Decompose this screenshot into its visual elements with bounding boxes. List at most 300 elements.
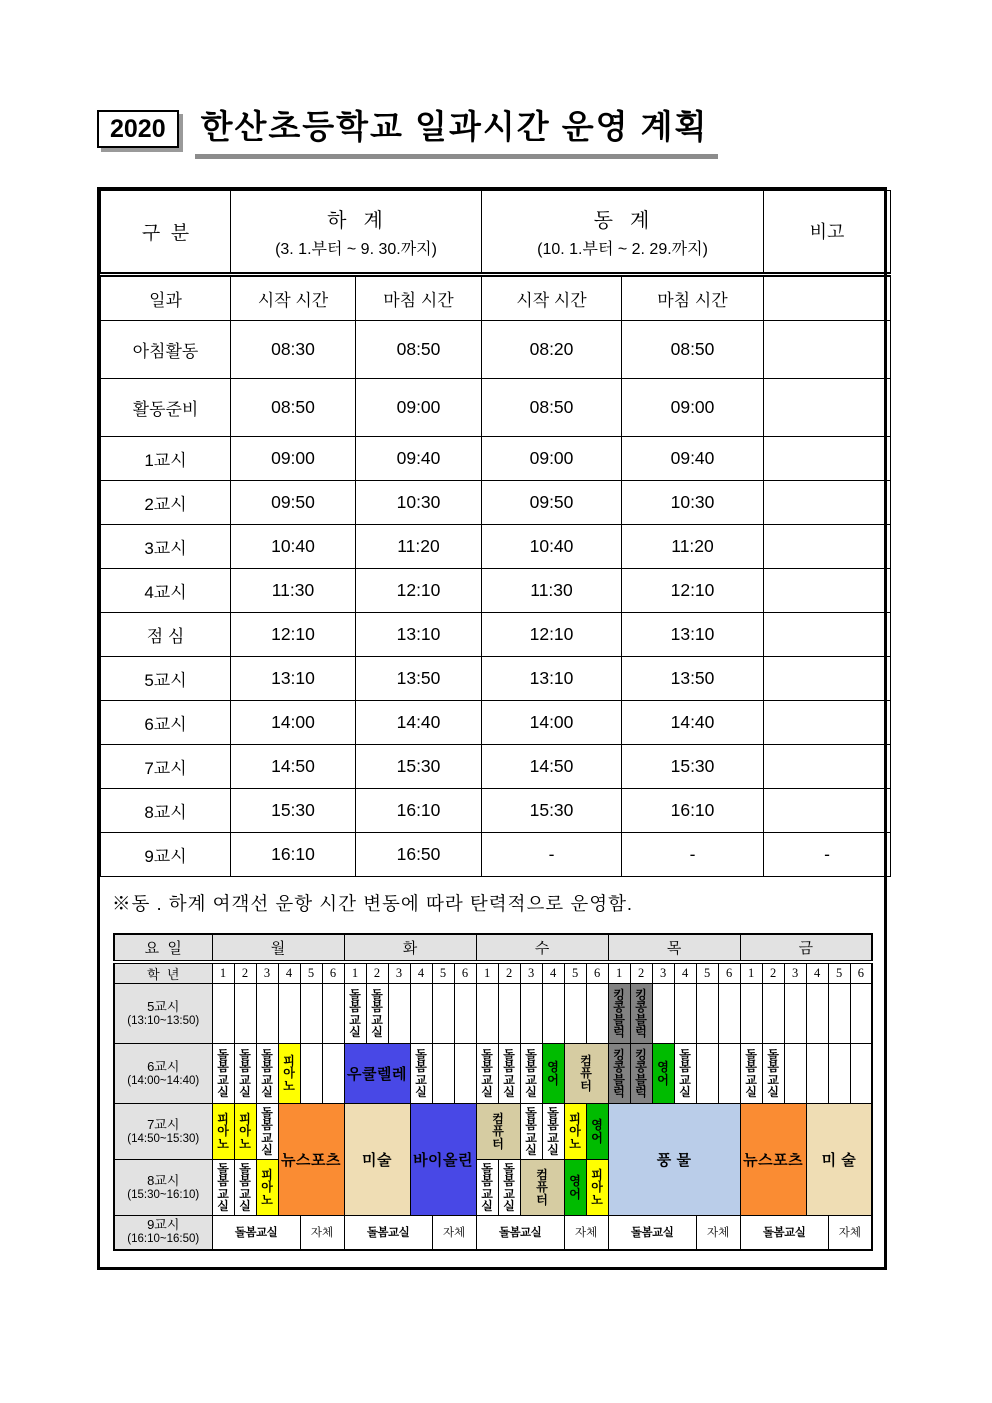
col-header-category [101,190,231,274]
winter-end-time: 16:10 [622,788,764,832]
activity-label: 컴퓨터 [580,1053,592,1093]
activity-label: 돌봄교실 [371,987,383,1040]
winter-start-time: - [482,832,622,876]
activity-cell [476,1104,520,1160]
activity-label: 돌봄교실 [415,1047,427,1100]
empty-cell [300,1044,322,1104]
activity-cell [520,1044,542,1104]
note-cell [764,568,891,612]
winter-start-time: 09:00 [482,436,622,480]
activity-cell [256,1104,278,1160]
grade-col-2: 2 [234,962,256,984]
activity-label: 영어 [569,1174,581,1201]
activity-label: 돌봄교실 [239,1161,251,1214]
winter-start-time: 11:30 [482,568,622,612]
summer-start-time: 08:30 [231,320,356,378]
activity-label: 자체 [574,1227,598,1240]
summer-end-time: 10:30 [356,480,482,524]
period-label: 9교시 [101,832,231,876]
empty-cell [476,984,498,1044]
empty-cell [718,984,740,1044]
empty-cell [674,984,696,1044]
summer-title: 하 계 [327,209,385,232]
empty-cell [322,984,344,1044]
time-plan-row [101,524,891,568]
activity-label: 우쿨렐레 [347,1066,408,1084]
note-cell [764,480,891,524]
activity-label: 킹콩블럭 [613,987,625,1040]
period-label [114,1160,212,1216]
summer-end-time: 11:20 [356,524,482,568]
period-label: 1교시 [101,436,231,480]
summer-start-time: 14:50 [231,744,356,788]
period-row-9교시 [114,1216,872,1250]
subheader-winter-start: 시작 시간 [482,274,622,320]
time-plan-row [101,320,891,378]
time-plan-row [101,612,891,656]
grade-col-6: 6 [718,962,740,984]
activity-cell [212,1160,234,1216]
grade-col-4: 4 [674,962,696,984]
activity-label: 피아노 [569,1111,581,1151]
grade-col-1: 1 [344,962,366,984]
activity-label: 돌봄교실 [679,1047,691,1100]
activity-label: 미 술 [821,1152,857,1170]
time-plan-table [100,190,891,877]
note-cell [764,744,891,788]
activity-label: 자체 [707,1227,730,1240]
activity-cell [608,984,630,1044]
summer-end-time: 08:50 [356,320,482,378]
summer-start-time: 16:10 [231,832,356,876]
time-plan-row [101,744,891,788]
winter-end-time: 11:20 [622,524,764,568]
activity-cell [586,1160,608,1216]
activity-cell [564,1216,608,1250]
subheader-winter-end: 마침 시간 [622,274,764,320]
activity-cell [542,1104,564,1160]
empty-cell [828,984,850,1044]
day-header-화: 화 [344,934,476,962]
activity-cell [586,1104,608,1160]
empty-cell [432,1044,454,1104]
note-cell [764,320,891,378]
empty-cell [652,984,674,1044]
activity-label: 피아노 [283,1053,295,1093]
empty-cell [740,984,762,1044]
winter-start-time: 08:20 [482,320,622,378]
grade-col-1: 1 [212,962,234,984]
activity-label: 영어 [657,1060,669,1087]
empty-cell [762,984,784,1044]
empty-cell [586,984,608,1044]
period-label: 7교시 [101,744,231,788]
period-row-6교시 [114,1044,872,1104]
grade-header-label: 학 년 [114,962,212,984]
grade-col-4: 4 [278,962,300,984]
winter-end-time: 08:50 [622,320,764,378]
activity-label: 돌봄교실 [498,1227,542,1240]
period-label [114,1104,212,1160]
day-header-label: 요 일 [114,934,212,962]
winter-range: (10. 1.부터 ~ 2. 29.까지) [537,240,708,258]
activity-cell [344,1044,410,1104]
time-plan-row [101,788,891,832]
period-time: (15:30~16:10) [127,1188,200,1201]
winter-end-time: 10:30 [622,480,764,524]
grade-col-3: 3 [256,962,278,984]
activity-cell [630,1044,652,1104]
grade-col-5: 5 [828,962,850,984]
empty-cell [564,984,586,1044]
grade-col-1: 1 [740,962,762,984]
note-cell [764,524,891,568]
activity-cell [212,1216,300,1250]
grade-col-6: 6 [322,962,344,984]
activity-cell [256,1044,278,1104]
period-row-7교시 [114,1104,872,1160]
activity-cell [520,1160,564,1216]
period-name: 8교시 [147,1172,180,1188]
time-plan-row [101,656,891,700]
winter-end-time: 14:40 [622,700,764,744]
empty-cell [498,984,520,1044]
title-underline [195,110,719,159]
period-name: 6교시 [147,1058,180,1074]
time-plan-row [101,832,891,876]
activity-label: 돌봄교실 [525,1105,537,1158]
activity-label: 돌봄교실 [503,1047,515,1100]
empty-cell [278,984,300,1044]
activity-cell [344,1216,432,1250]
summer-start-time: 15:30 [231,788,356,832]
winter-end-time: 13:50 [622,656,764,700]
grade-col-3: 3 [520,962,542,984]
winter-start-time: 14:50 [482,744,622,788]
col-header-winter [482,190,764,274]
empty-cell [806,984,828,1044]
empty-cell [256,984,278,1044]
grade-col-3: 3 [652,962,674,984]
summer-end-time: 15:30 [356,744,482,788]
empty-cell [520,984,542,1044]
winter-end-time: 13:10 [622,612,764,656]
activity-label: 돌봄교실 [234,1227,278,1240]
subheader-summer-start: 시작 시간 [231,274,356,320]
activity-cell [278,1104,344,1216]
activity-cell [476,1044,498,1104]
subheader-row [101,274,891,320]
empty-cell [300,984,322,1044]
summer-start-time: 14:00 [231,700,356,744]
period-label [114,984,212,1044]
footnote: ※동 . 하계 여객선 운항 시간 변동에 따라 탄력적으로 운영함. [112,892,634,914]
activity-cell [476,1160,498,1216]
activity-cell [278,1044,300,1104]
activity-cell [762,1044,784,1104]
activity-cell [806,1104,872,1216]
winter-title: 동 계 [593,209,652,232]
summer-end-time: 16:50 [356,832,482,876]
empty-cell [718,1044,740,1104]
activity-label: 돌봄교실 [547,1105,559,1158]
activity-label: 피아노 [239,1111,251,1151]
col-header-note [764,190,891,274]
winter-start-time: 09:50 [482,480,622,524]
year-badge: 2020 [97,110,179,148]
summer-start-time: 11:30 [231,568,356,612]
winter-end-time: - [622,832,764,876]
period-time: (16:10~16:50) [127,1233,200,1246]
winter-end-time: 09:40 [622,436,764,480]
activity-cell [608,1216,696,1250]
activity-label: 풍 물 [656,1152,692,1170]
activity-cell [476,1216,564,1250]
empty-cell [410,984,432,1044]
activity-cell [344,1104,410,1216]
period-label: 6교시 [101,700,231,744]
empty-cell [784,1044,806,1104]
afterschool-schedule-wrap [113,933,871,1267]
period-label: 점 심 [101,612,231,656]
subheader-note [764,274,891,320]
summer-end-time: 09:00 [356,378,482,436]
period-name: 5교시 [147,998,180,1014]
grade-col-1: 1 [608,962,630,984]
activity-label: 돌봄교실 [261,1047,273,1100]
winter-start-time: 14:00 [482,700,622,744]
summer-end-time: 14:40 [356,700,482,744]
winter-start-time: 08:50 [482,378,622,436]
empty-cell [454,984,476,1044]
activity-label: 돌봄교실 [217,1047,229,1100]
period-label: 아침활동 [101,320,231,378]
period-label: 4교시 [101,568,231,612]
activity-cell [564,1104,586,1160]
time-plan-row [101,700,891,744]
activity-label: 돌봄교실 [217,1161,229,1214]
activity-cell [212,1104,234,1160]
activity-cell [410,1044,432,1104]
grade-col-3: 3 [388,962,410,984]
activity-cell [234,1160,256,1216]
summer-end-time: 09:40 [356,436,482,480]
activity-label: 뉴스포츠 [281,1152,341,1170]
grade-col-5: 5 [696,962,718,984]
activity-label: 킹콩블럭 [613,1047,625,1100]
activity-cell [564,1160,586,1216]
activity-label: 컴퓨터 [536,1167,548,1207]
activity-cell [652,1044,674,1104]
winter-start-time: 12:10 [482,612,622,656]
grade-col-4: 4 [542,962,564,984]
activity-label: 영어 [591,1118,603,1145]
activity-label: 돌봄교실 [745,1047,757,1100]
activity-label: 돌봄교실 [366,1227,410,1240]
category-label: 구 분 [141,222,190,244]
activity-cell [234,1104,256,1160]
activity-label: 돌봄교실 [481,1161,493,1214]
activity-cell [608,1044,630,1104]
document-title-row [97,110,992,159]
grade-col-5: 5 [564,962,586,984]
grade-col-5: 5 [300,962,322,984]
day-header-row [114,934,872,962]
activity-cell [432,1216,476,1250]
time-plan-row [101,568,891,612]
winter-end-time: 15:30 [622,744,764,788]
note-cell [764,436,891,480]
activity-cell [828,1216,872,1250]
empty-cell [542,984,564,1044]
activity-cell [740,1044,762,1104]
note-cell: - [764,832,891,876]
activity-cell [740,1216,828,1250]
grade-col-4: 4 [410,962,432,984]
activity-cell [498,1160,520,1216]
activity-label: 자체 [838,1227,862,1240]
content-frame [97,187,887,1270]
period-label: 활동준비 [101,378,231,436]
empty-cell [696,984,718,1044]
empty-cell [454,1044,476,1104]
activity-label: 돌봄교실 [762,1227,806,1240]
time-plan-row [101,436,891,480]
activity-cell [740,1104,806,1216]
activity-cell [674,1044,696,1104]
activity-cell [234,1044,256,1104]
activity-cell [520,1104,542,1160]
winter-start-time: 13:10 [482,656,622,700]
grade-col-2: 2 [498,962,520,984]
grade-col-6: 6 [850,962,872,984]
empty-cell [784,984,806,1044]
winter-end-time: 12:10 [622,568,764,612]
activity-cell [630,984,652,1044]
grade-col-3: 3 [784,962,806,984]
activity-label: 돌봄교실 [767,1047,779,1100]
empty-cell [322,1044,344,1104]
note-cell [764,788,891,832]
note-cell [764,378,891,436]
activity-label: 돌봄교실 [630,1227,674,1240]
activity-label: 피아노 [217,1111,229,1151]
grade-header-row [114,962,872,984]
grade-col-1: 1 [476,962,498,984]
summer-end-time: 12:10 [356,568,482,612]
note-cell [764,656,891,700]
period-row-5교시 [114,984,872,1044]
grade-col-6: 6 [454,962,476,984]
empty-cell [806,1044,828,1104]
subheader-daily: 일과 [101,274,231,320]
summer-start-time: 08:50 [231,378,356,436]
activity-label: 돌봄교실 [503,1161,515,1214]
summer-start-time: 10:40 [231,524,356,568]
activity-label: 피아노 [261,1167,273,1207]
activity-cell [366,984,388,1044]
activity-label: 돌봄교실 [261,1105,273,1158]
grade-col-2: 2 [762,962,784,984]
activity-label: 돌봄교실 [525,1047,537,1100]
summer-start-time: 09:00 [231,436,356,480]
grade-col-5: 5 [432,962,454,984]
empty-cell [234,984,256,1044]
activity-cell [300,1216,344,1250]
grade-col-2: 2 [366,962,388,984]
day-header-수: 수 [476,934,608,962]
summer-start-time: 13:10 [231,656,356,700]
activity-label: 피아노 [591,1167,603,1207]
activity-label: 돌봄교실 [239,1047,251,1100]
grade-col-6: 6 [586,962,608,984]
activity-label: 자체 [310,1227,334,1240]
activity-label: 자체 [442,1227,466,1240]
activity-label: 킹콩블럭 [635,1047,647,1100]
activity-label: 바이올린 [413,1152,474,1170]
time-plan-row [101,480,891,524]
activity-cell [344,984,366,1044]
activity-label: 미술 [362,1152,393,1170]
period-time: (13:10~13:50) [127,1014,200,1027]
day-header-월: 월 [212,934,344,962]
summer-end-time: 13:50 [356,656,482,700]
activity-cell [542,1044,564,1104]
note-label: 비고 [809,222,845,243]
period-time: (14:50~15:30) [127,1132,200,1145]
activity-label: 컴퓨터 [492,1111,504,1151]
grade-col-4: 4 [806,962,828,984]
summer-end-time: 13:10 [356,612,482,656]
period-label [114,1216,212,1250]
empty-cell [212,984,234,1044]
period-label: 2교시 [101,480,231,524]
afterschool-schedule-table [113,933,873,1251]
winter-start-time: 15:30 [482,788,622,832]
col-header-summer [231,190,482,274]
summer-start-time: 12:10 [231,612,356,656]
summer-range: (3. 1.부터 ~ 9. 30.까지) [275,240,437,258]
period-label: 8교시 [101,788,231,832]
note-cell [764,612,891,656]
activity-label: 킹콩블럭 [635,987,647,1040]
activity-cell [498,1044,520,1104]
subheader-summer-end: 마침 시간 [356,274,482,320]
grade-col-2: 2 [630,962,652,984]
empty-cell [850,1044,872,1104]
activity-label: 영어 [547,1060,559,1087]
note-cell [764,700,891,744]
activity-label: 뉴스포츠 [743,1152,804,1170]
winter-start-time: 10:40 [482,524,622,568]
activity-cell [696,1216,740,1250]
summer-end-time: 16:10 [356,788,482,832]
period-name: 9교시 [147,1217,180,1233]
activity-label: 돌봄교실 [349,987,361,1040]
empty-cell [696,1044,718,1104]
activity-cell [410,1104,476,1216]
period-label: 3교시 [101,524,231,568]
activity-cell [256,1160,278,1216]
activity-cell [212,1044,234,1104]
time-plan-row [101,378,891,436]
day-header-목: 목 [608,934,740,962]
period-name: 7교시 [147,1116,180,1132]
activity-label: 돌봄교실 [481,1047,493,1100]
page-title: 한산초등학교 일과시간 운영 계획 [200,108,709,145]
period-label [114,1044,212,1104]
empty-cell [388,984,410,1044]
